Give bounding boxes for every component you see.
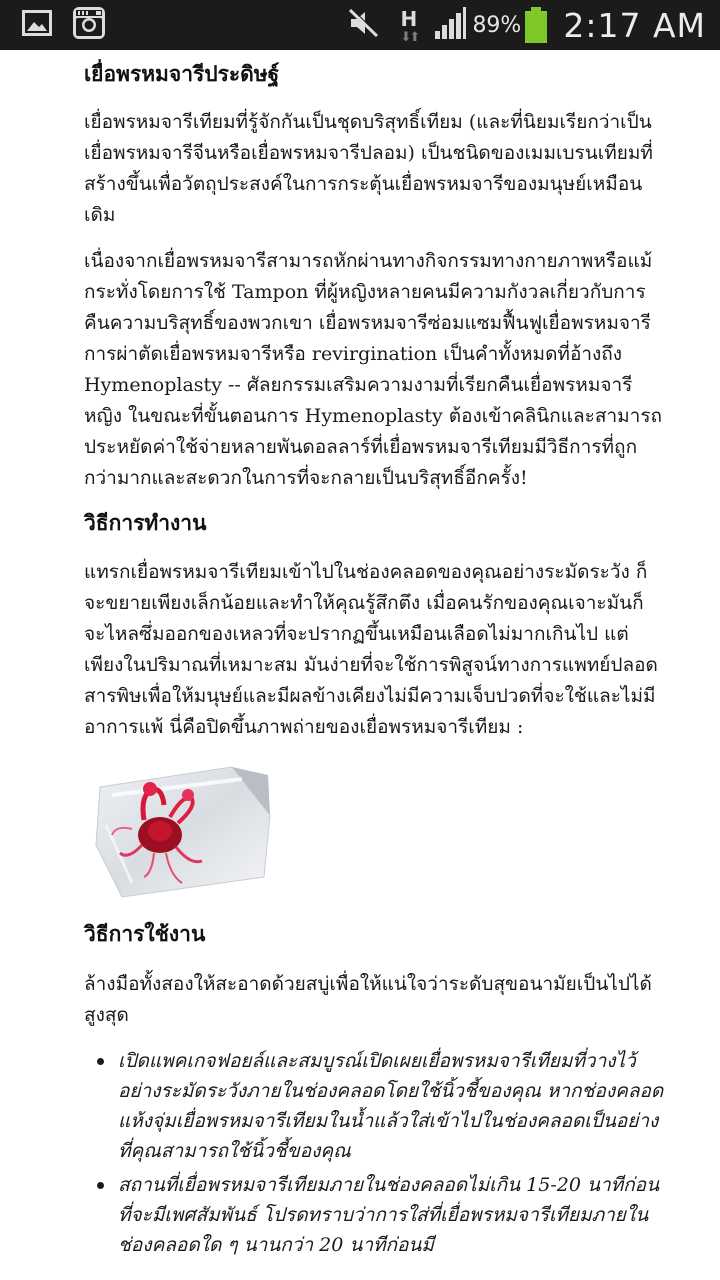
paragraph: เนื่องจากเยื่อพรหมจารีสามารถหักผ่านทางกิจกรรมทางกายภาพหรือแม้กระทั่งโดยการใช้ Tampon ที่ผู้หญิงหลายคนมีความกังวลเกี่ยวกับการคืนความบริสุทธิ์ของพวกเขา เยื่อพรหมจารีซ่อมแซมฟื้นฟูเยื่อพรหมจารีการผ่าตัดเยื่อพรหมจารีหรือ revirgination เป็นคำทั้งหมดที่อ้างถึง Hymenoplasty -- ศัลยกรรมเสริมความงามที่เรียกคืนเยื่อพรหมจารีหญิง ในขณะที่ขั้นตอนการ Hymenoplasty ต้องเข้าคลินิกและสามารถประหยัดค่าใช้จ่ายหลายพันดอลลาร์ที่เยื่อพรหมจารีเทียมมีวิธีการที่ถูกกว่ามากและสะดวกในการที่จะกลายเป็นบริสุทธิ์อีกครั้ง! <box>84 250 663 489</box>
clock: 2:17 AM <box>563 5 706 45</box>
gallery-icon <box>22 8 52 42</box>
instructions-list <box>84 1046 664 1260</box>
paragraph: ล้างมือทั้งสองให้สะอาดด้วยสบู่เพื่อให้แน่ใจว่าระดับสุขอนามัยเป็นไปได้สูงสุด <box>84 973 652 1026</box>
paragraph: เยื่อพรหมจารีเทียมที่รู้จักกันเป็นชุดบริสุทธิ์เทียม (และที่นิยมเรียกว่าเป็นเยื่อพรหมจารีจีนหรือเยื่อพรหมจารีปลอม) เป็นชนิดของเมมเบรนเทียมที่สร้างขึ้นเพื่อวัตถุประสงค์ในการกระตุ้นเยื่อพรหมจารีของมนุษย์เหมือนเดิม <box>84 111 653 226</box>
notification-icons <box>22 7 106 43</box>
section-heading: วิธีการทำงาน <box>84 511 207 535</box>
list-item-text: สถานที่เยื่อพรหมจารีเทียมภายในช่องคลอดไม่เกิน 15-20 นาทีก่อนที่จะมีเพศสัมพันธ์ โปรดทราบว่าการใส่ที่เยื่อพรหมจารีเทียมภายในช่องคลอดใด ๆ นานกว่า 20 นาทีก่อนมี <box>118 1174 660 1256</box>
bullet-dot <box>97 1182 104 1189</box>
list-item <box>84 1046 664 1166</box>
list-item-text: เปิดแพคเกจฟอยล์และสมบูรณ์เปิดเผยเยื่อพรหมจารีเทียมที่วางไว้อย่างระมัดระวังภายในช่องคลอดโดยใช้นิ้วชี้ของคุณ หากช่องคลอดแห้งจุ่มเยื่อพรหมจารีเทียมในน้ำแล้วใส่เข้าไปในช่องคลอดเป็นอย่างที่คุณสามารถใช้นิ้วชี้ของคุณ <box>118 1050 664 1162</box>
battery-percent: 89% <box>472 12 522 38</box>
artificial-hymen-photo <box>92 765 272 905</box>
battery-icon <box>525 7 547 43</box>
muted-icon <box>348 8 380 42</box>
status-bar <box>0 0 720 50</box>
signal-icon <box>434 7 466 43</box>
section-heading: วิธีการใช้งาน <box>84 922 206 946</box>
instagram-icon <box>72 6 106 44</box>
hspa-data-icon: H ⬇⬆ <box>400 7 419 45</box>
section-heading: เยื่อพรหมจารีประดิษฐ์ <box>84 62 280 86</box>
bullet-dot <box>97 1058 104 1065</box>
list-item <box>84 1170 664 1260</box>
article <box>84 50 664 1260</box>
paragraph: แทรกเยื่อพรหมจารีเทียมเข้าไปในช่องคลอดของคุณอย่างระมัดระวัง ก็จะขยายเพียงเล็กน้อยและทำให้คุณรู้สึกตึง เมื่อคนรักของคุณเจาะมันก็จะไหลซึ่มออกของเหลวที่จะปรากฏขึ้นเหมือนเลือดไม่มากเกินไป แต่เพียงในปริมาณที่เหมาะสม มันง่ายที่จะใช้การพิสูจน์ทางการแพทย์ปลอดสารพิษเพื่อให้มนุษย์และมีผลข้างเคียงไม่มีความเจ็บปวดที่จะใช้และไม่มีอาการแพ้ นี่คือปิดขึ้นภาพถ่ายของเยื่อพรหมจารีเทียม : <box>84 561 658 738</box>
system-icons <box>348 0 706 50</box>
